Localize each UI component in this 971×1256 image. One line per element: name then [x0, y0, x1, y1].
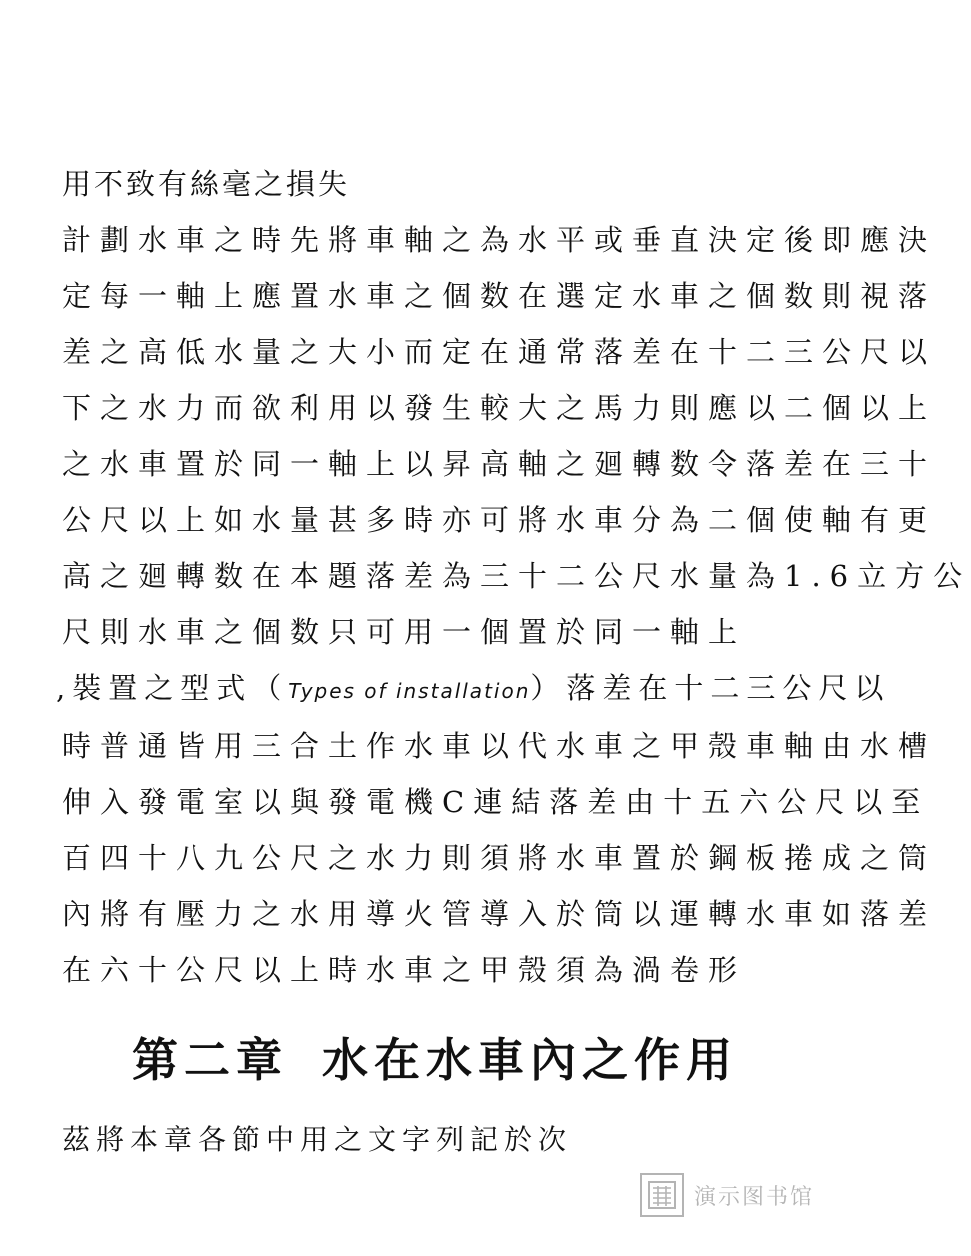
chapter-heading: [132, 1030, 752, 1090]
text-line: 下之水力而欲利用以發生較大之馬力則應以二個以上: [62, 391, 937, 425]
text-line: 高之廻轉数在本題落差為三十二公尺水量為1.6立方公: [62, 559, 971, 593]
chapter-number: 第二章: [132, 1033, 288, 1087]
text-line: 伸入發電室以與發電機C連結落差由十五六公尺以至: [62, 785, 930, 819]
text-line: 內將有壓力之水用導火管導入於筒以運轉水車如落差: [62, 897, 937, 931]
text-line: 百四十八九公尺之水力則須將水車置於鋼板捲成之筒: [62, 841, 937, 875]
text-line: 尺則水車之個数只可用一個置於同一軸上: [62, 615, 747, 649]
text-line: 時普通皆用三合土作水車以代水車之甲殼車軸由水槽: [62, 729, 937, 763]
text-line: 用不致有絲毫之損失: [62, 167, 351, 201]
text-line: 定每一軸上應置水車之個数在選定水車之個数則視落: [62, 279, 937, 313]
text-line: 計劃水車之時先將車軸之為水平或垂直決定後即應決: [62, 223, 937, 257]
watermark-text: 演示图书馆: [694, 1184, 815, 1210]
text-line: 之水車置於同一軸上以昇高軸之廻轉数令落差在三十: [62, 447, 937, 481]
installation-suffix: ）落差在十二三公尺以: [530, 671, 891, 705]
installation-latin-term: Types of installation: [288, 679, 531, 703]
text-line: 在六十公尺以上時水車之甲殼須為渦卷形: [62, 953, 747, 987]
text-line: 公尺以上如水量甚多時亦可將水車分為二個使軸有更: [62, 503, 937, 537]
seal-icon: [640, 1173, 684, 1217]
library-watermark: [640, 1172, 814, 1218]
installation-line: [56, 670, 891, 709]
text-line: 差之高低水量之大小而定在通常落差在十二三公尺以: [62, 335, 937, 369]
chapter-title: 水在水車內之作用: [322, 1033, 738, 1087]
installation-prefix: ,裝置之型式（: [56, 671, 289, 705]
chapter-intro: 茲將本章各節中用之文字列記於次: [62, 1123, 573, 1156]
